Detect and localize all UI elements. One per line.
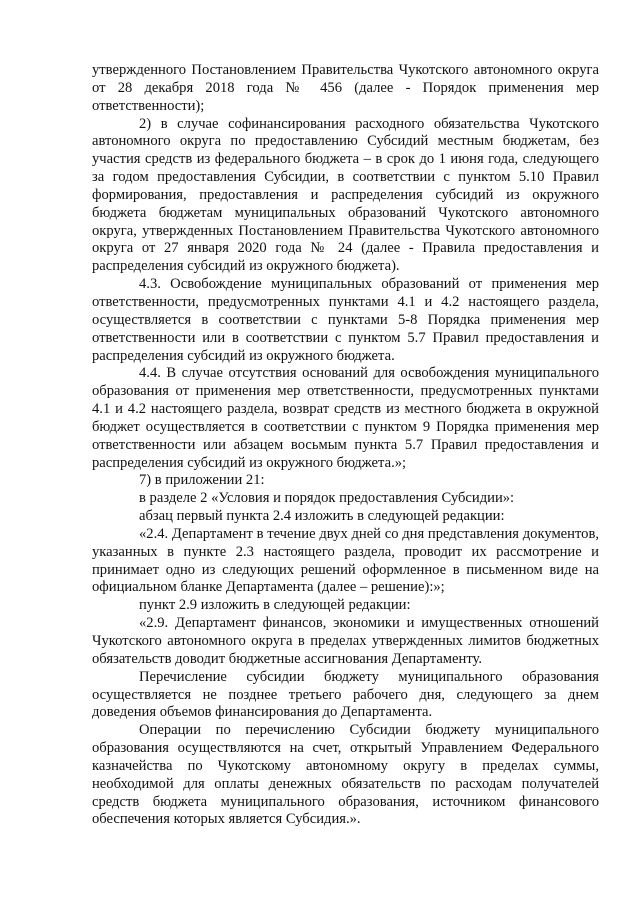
document-body	[92, 62, 599, 829]
paragraph: абзац первый пункта 2.4 изложить в следующей редакции:	[139, 508, 505, 525]
paragraph: 7) в приложении 21:	[139, 472, 265, 489]
paragraph: 4.3. Освобождение муниципальных образований от применения мер ответственности, предусмотренных пунктами 4.1 и 4.2 настоящего раздела, осуществляется в соответствии с пунктами 5-8 Порядка применения мер ответственности или в соответствии с пунктом 5.7 Правил предоставления и распределения субсидий из окружного бюджета.	[92, 276, 599, 364]
paragraph: 4.4. В случае отсутствия оснований для освобождения муниципального образования от применения мер ответственности, предусмотренных пунктами 4.1 и 4.2 настоящего раздела, возврат средств из местного бюджета в окружной бюджет осуществляется в соответствии с пунктом 9 Порядка применения мер ответственности или абзацем восьмым пункта 5.7 Правил предоставления и распределения субсидий из окружного бюджета.»;	[92, 365, 599, 471]
paragraph: Перечисление субсидии бюджету муниципального образования осуществляется не позднее третьего рабочего дня, следующего за днем доведения объемов финансирования до Департамента.	[92, 668, 599, 721]
paragraph: 2) в случае софинансирования расходного обязательства Чукотского автономного округа по предоставлению Субсидий местным бюджетам, без участия средств из федерального бюджета – в срок до 1 июня года, следующего за годом предоставления Субсидии, в соответствии с пунктом 5.10 Правил формирования, предоставления и распределения субсидий из окружного бюджета бюджетам муниципальных образований Чукотского автономного округа, утвержденных Постановлением Правительства Чукотского автономного округа от 27 января 2020 года № 24 (далее - Правила предоставления и распределения субсидий из окружного бюджета).	[92, 115, 599, 275]
paragraph: в разделе 2 «Условия и порядок предоставления Субсидии»:	[139, 490, 515, 507]
paragraph: «2.4. Департамент в течение двух дней со дня представления документов, указанных в пункте 2.3 настоящего раздела, проводит их рассмотрение и принимает одно из следующих решений оформленное в письменном виде на официальном бланке Департамента (далее – решение):»;	[92, 525, 599, 596]
paragraph: Операции по перечислению Субсидии бюджету муниципального образования осуществляются на счет, открытый Управлением Федерального казначейства по Чукотскому автономному округу в пределах суммы, необходимой для оплаты денежных обязательств по расходам получателей средств бюджета муниципального образования, источником финансового обеспечения которых является Субсидия.».	[92, 722, 599, 828]
paragraph: пункт 2.9 изложить в следующей редакции:	[139, 597, 411, 614]
paragraph: «2.9. Департамент финансов, экономики и имущественных отношений Чукотского автономного округа в пределах утвержденных лимитов бюджетных обязательств доводит бюджетные ассигнования Департаменту.	[92, 615, 599, 667]
paragraph: утвержденного Постановлением Правительства Чукотского автономного округа от 28 декабря 2018 года № 456 (далее - Порядок применения мер ответственности);	[92, 62, 599, 114]
